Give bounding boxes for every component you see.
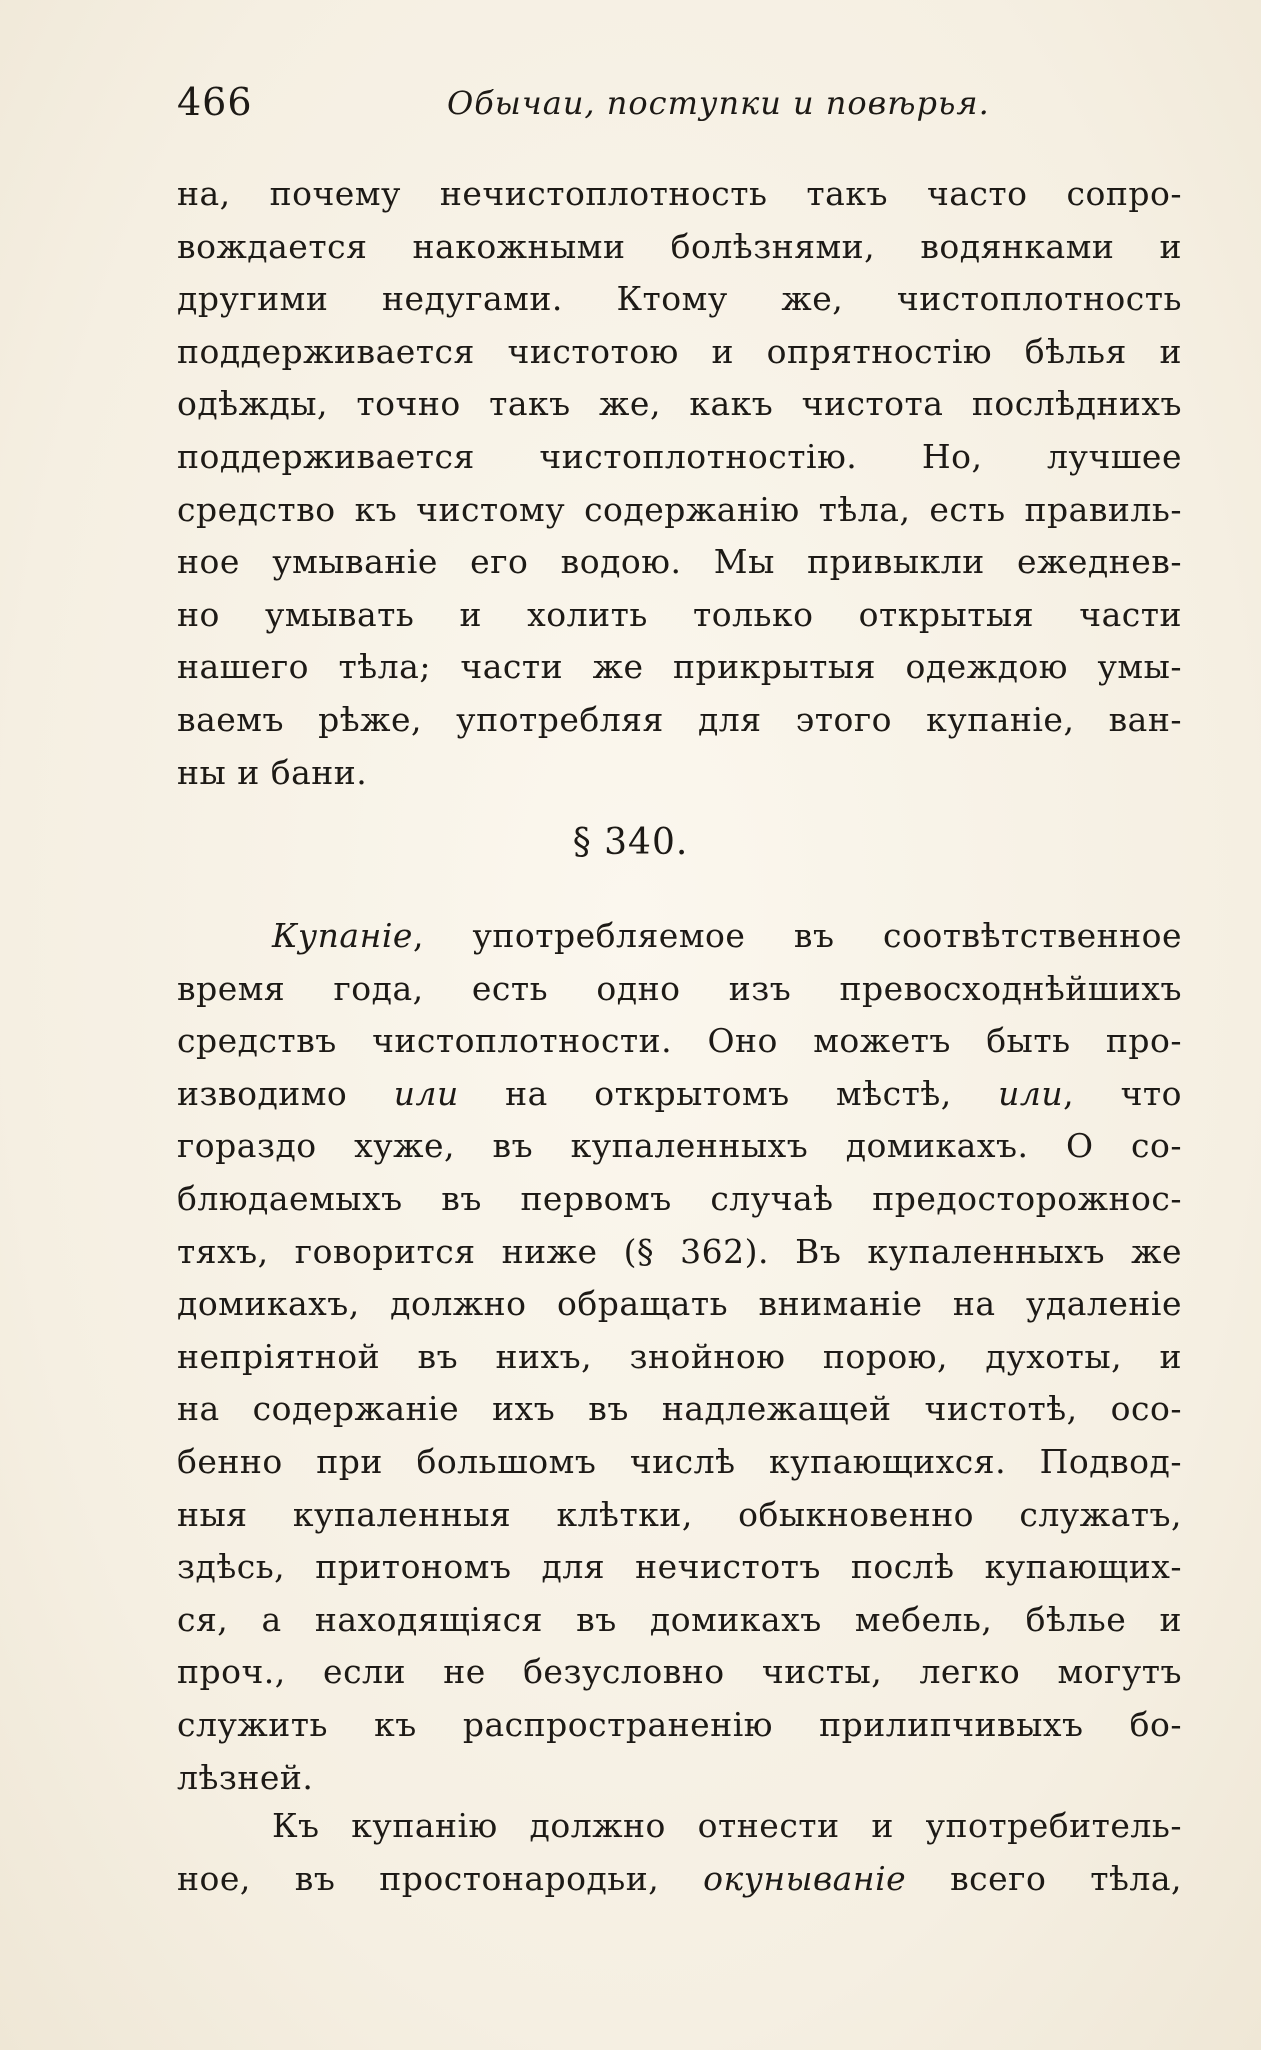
text-line: тяхъ, говорится ниже (§ 362). Въ купаленныхъ же xyxy=(177,1231,1182,1271)
term-kupanie: Купаніе xyxy=(272,916,413,955)
text-line: непріятной въ нихъ, знойною порою, духоты, и xyxy=(177,1336,1182,1376)
paragraph-1 xyxy=(177,168,1182,799)
emphasis-ili: или xyxy=(998,1073,1064,1113)
page-header xyxy=(177,80,1187,140)
text-fragment: на открытомъ мѣстѣ, xyxy=(458,1073,999,1113)
paragraph-2 xyxy=(177,910,1182,1804)
text-line: лѣзней. xyxy=(177,1757,314,1797)
text-line: блюдаемыхъ въ первомъ случаѣ предосторожнос- xyxy=(177,1178,1182,1218)
text-line: средствъ чистоплотности. Оно можетъ быть про- xyxy=(177,1021,1182,1061)
text-line: нашего тѣла; части же прикрытыя одеждою умы- xyxy=(177,647,1182,687)
text-line: средство къ чистому содержанію тѣла, есть правиль- xyxy=(177,489,1182,529)
text-line: вождается накожными болѣзнями, водянками и xyxy=(177,226,1182,266)
text-line: гораздо хуже, въ купаленныхъ домикахъ. О со- xyxy=(177,1126,1182,1166)
text-line: ны и бани. xyxy=(177,752,368,792)
text-line: домикахъ, должно обращать вниманіе на удаленіе xyxy=(177,1284,1182,1324)
text-line: здѣсь, притономъ для нечистотъ послѣ купающих- xyxy=(177,1547,1182,1587)
text-line: служить къ распространенію прилипчивыхъ бо- xyxy=(177,1704,1182,1744)
text-line xyxy=(177,1853,1182,1906)
running-title: Обычаи, поступки и повѣрья. xyxy=(447,84,990,122)
text-fragment: всего тѣла, xyxy=(906,1858,1182,1898)
text-line xyxy=(177,1068,1182,1121)
page-number: 466 xyxy=(177,80,253,124)
text-line xyxy=(177,910,1182,963)
text-line: время года, есть одно изъ превосходнѣйшихъ xyxy=(177,968,1182,1008)
text-fragment: изводимо xyxy=(177,1073,394,1113)
term-okunyvanie: окунываніе xyxy=(703,1858,907,1898)
text-line: ныя купаленныя клѣтки, обыкновенно служатъ, xyxy=(177,1494,1182,1534)
text-fragment: ное, въ простонародьи, xyxy=(177,1858,704,1898)
text-line: ное умываніе его водою. Мы привыкли ежеднев- xyxy=(177,542,1182,582)
text-line: поддерживается чистоплотностію. Но, лучшее xyxy=(177,436,1182,476)
text-fragment: , употребляемое въ соотвѣтственное xyxy=(412,916,1182,955)
text-line: ся, а находящіяся въ домикахъ мебель, бѣлье и xyxy=(177,1599,1182,1639)
text-line: на, почему нечистоплотность такъ часто сопро- xyxy=(177,174,1182,213)
text-line: одѣжды, точно такъ же, какъ чистота послѣднихъ xyxy=(177,384,1182,424)
text-line: другими недугами. Ктому же, чистоплотность xyxy=(177,279,1182,319)
paragraph-3 xyxy=(177,1800,1182,1905)
text-fragment: , что xyxy=(1063,1073,1183,1113)
text-line: ваемъ рѣже, употребляя для этого купаніе, ван- xyxy=(177,699,1182,739)
text-line: проч., если не безусловно чисты, легко могутъ xyxy=(177,1652,1182,1692)
section-heading: § 340. xyxy=(572,822,689,863)
emphasis-ili: или xyxy=(393,1073,459,1113)
text-line: бенно при большомъ числѣ купающихся. Подвод- xyxy=(177,1441,1182,1481)
text-line: но умывать и холить только открытыя части xyxy=(177,594,1182,634)
text-line: на содержаніе ихъ въ надлежащей чистотѣ, осо- xyxy=(177,1389,1182,1429)
text-line: Къ купанію должно отнести и употребитель- xyxy=(272,1806,1182,1845)
text-line: поддерживается чистотою и опрятностію бѣлья и xyxy=(177,331,1182,371)
